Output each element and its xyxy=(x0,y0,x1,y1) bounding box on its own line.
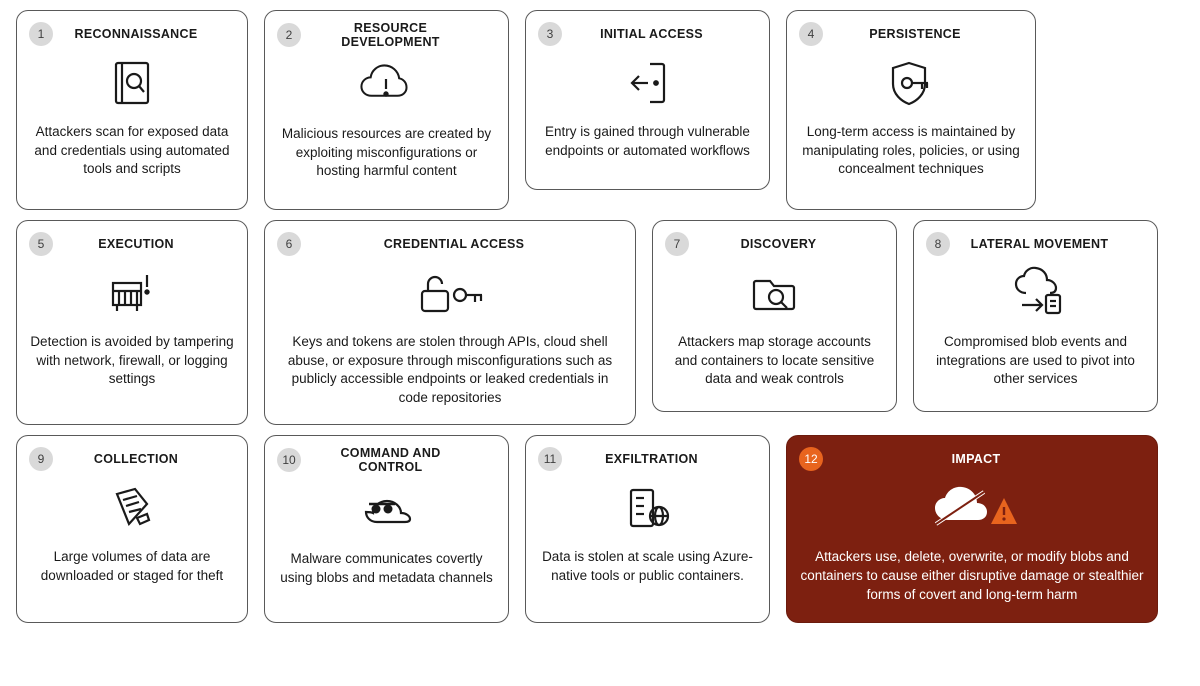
stage-title: COMMAND AND CONTROL xyxy=(340,446,441,474)
stage-number-badge: 10 xyxy=(277,448,301,472)
stage-card-exfiltration[interactable] xyxy=(525,435,770,623)
card-header xyxy=(665,231,884,257)
stage-description: Data is stolen at scale using Azure-native tools or public containers. xyxy=(542,549,753,583)
stage-description: Entry is gained through vulnerable endpoints or automated workflows xyxy=(545,124,750,158)
stage-card-collection[interactable] xyxy=(16,435,248,623)
stage-card-reconnaissance[interactable] xyxy=(16,10,248,210)
stage-title: RECONNAISSANCE xyxy=(74,27,198,41)
cloud-spy-icon xyxy=(355,478,419,542)
stage-card-discovery[interactable] xyxy=(652,220,897,412)
stage-description: Compromised blob events and integrations are used to pivot into other services xyxy=(936,334,1135,387)
open-lock-key-icon xyxy=(410,261,490,325)
stage-number-badge: 8 xyxy=(926,232,950,256)
stage-description: Malware communicates covertly using blobs and metadata channels xyxy=(280,551,493,585)
stage-title: RESOURCE DEVELOPMENT xyxy=(341,21,440,49)
card-cell xyxy=(8,220,256,425)
stage-description: Keys and tokens are stolen through APIs, cloud shell abuse, or exposure through misconfigurations such as publicly accessible endpoints or leaked credentials in code repositories xyxy=(287,334,613,405)
card-cell xyxy=(905,220,1166,412)
stage-title: COLLECTION xyxy=(93,452,179,466)
stage-description: Attackers use, delete, overwrite, or modify blobs and containers to cause either disruptive damage or stealthier forms of covert and long-term harm xyxy=(800,549,1144,602)
stage-number-badge: 11 xyxy=(538,447,562,471)
stage-title: DISCOVERY xyxy=(740,237,817,251)
stage-title: PERSISTENCE xyxy=(869,27,961,41)
card-cell xyxy=(644,220,905,412)
stage-card-lateral-movement[interactable] xyxy=(913,220,1158,412)
diagram-row-3 xyxy=(8,435,1192,623)
card-cell xyxy=(256,435,517,623)
documents-stack-icon xyxy=(103,476,161,540)
card-header xyxy=(277,446,496,474)
stage-title: CREDENTIAL ACCESS xyxy=(383,237,525,251)
card-cell xyxy=(517,435,778,623)
stage-number-badge: 5 xyxy=(29,232,53,256)
stage-description: Attackers scan for exposed data and credentials using automated tools and scripts xyxy=(34,124,230,177)
stage-number-badge: 4 xyxy=(799,22,823,46)
stage-card-initial-access[interactable] xyxy=(525,10,770,190)
server-alert-icon xyxy=(103,261,161,325)
diagram-row-2 xyxy=(8,220,1192,425)
stage-card-credential-access[interactable] xyxy=(264,220,636,425)
stage-card-command-and-control[interactable] xyxy=(264,435,509,623)
card-header xyxy=(277,21,496,49)
folder-search-icon xyxy=(746,261,804,325)
card-header xyxy=(29,446,235,472)
stage-number-badge: 3 xyxy=(538,22,562,46)
stage-number-badge: 9 xyxy=(29,447,53,471)
card-header xyxy=(538,21,757,47)
stage-number-badge: 1 xyxy=(29,22,53,46)
card-header xyxy=(799,446,1145,472)
card-header xyxy=(277,231,623,257)
stage-card-impact[interactable] xyxy=(786,435,1158,623)
stage-card-resource-development[interactable] xyxy=(264,10,509,210)
card-cell xyxy=(256,220,644,425)
door-enter-icon xyxy=(620,51,676,115)
stage-description: Long-term access is maintained by manipulating roles, policies, or using concealment techniques xyxy=(802,124,1020,177)
stage-description: Detection is avoided by tampering with network, firewall, or logging settings xyxy=(30,334,234,387)
stage-title: EXFILTRATION xyxy=(605,452,698,466)
stage-number-badge: 2 xyxy=(277,23,301,47)
book-search-icon xyxy=(104,51,160,115)
card-header xyxy=(29,21,235,47)
card-header xyxy=(926,231,1145,257)
stage-description: Large volumes of data are downloaded or staged for theft xyxy=(40,549,224,583)
card-cell xyxy=(256,10,517,210)
card-cell xyxy=(8,10,256,210)
card-cell xyxy=(778,10,1044,210)
stage-number-badge: 12 xyxy=(799,447,823,471)
card-header xyxy=(538,446,757,472)
stage-number-badge: 7 xyxy=(665,232,689,256)
diagram-row-1 xyxy=(8,10,1192,210)
stage-title: IMPACT xyxy=(951,452,1001,466)
shield-key-icon xyxy=(881,51,941,115)
cloud-disabled-warning-icon xyxy=(922,476,1022,540)
card-cell xyxy=(517,10,778,190)
stage-title: LATERAL MOVEMENT xyxy=(970,237,1109,251)
stage-description: Attackers map storage accounts and containers to locate sensitive data and weak controls xyxy=(674,334,875,387)
stage-title: EXECUTION xyxy=(98,237,174,251)
card-header xyxy=(29,231,235,257)
cloud-transfer-icon xyxy=(1006,261,1066,325)
card-header xyxy=(799,21,1023,47)
server-globe-icon xyxy=(619,476,677,540)
stage-title: INITIAL ACCESS xyxy=(600,27,703,41)
card-cell xyxy=(8,435,256,623)
stage-card-persistence[interactable] xyxy=(786,10,1036,210)
card-cell xyxy=(778,435,1166,623)
stage-number-badge: 6 xyxy=(277,232,301,256)
stage-card-execution[interactable] xyxy=(16,220,248,425)
cloud-alert-icon xyxy=(357,53,417,117)
stage-description: Malicious resources are created by exploiting misconfigurations or hosting harmful content xyxy=(281,126,492,179)
